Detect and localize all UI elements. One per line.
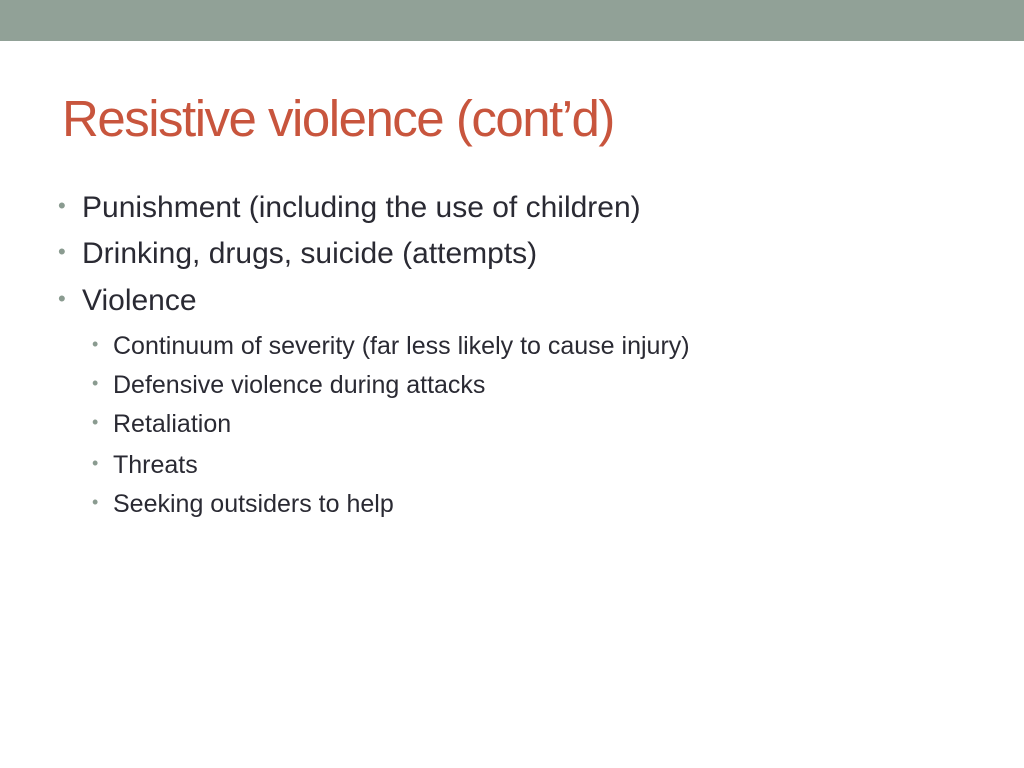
sub-bullet-item — [92, 409, 232, 439]
sub-bullet-text: Defensive violence during attacks — [113, 371, 486, 399]
bullet-dot-icon: • — [92, 334, 99, 354]
sub-bullet-text: Continuum of severity (far less likely to cause injury) — [113, 332, 690, 360]
bullet-dot-icon: • — [58, 239, 66, 264]
sub-bullet-item — [92, 370, 486, 400]
sub-bullet-text: Threats — [113, 451, 198, 479]
header-band — [0, 0, 1024, 41]
sub-bullet-text: Retaliation — [113, 410, 232, 438]
bullet-text: Violence — [82, 284, 197, 317]
bullet-dot-icon: • — [92, 492, 99, 512]
bullet-item — [58, 236, 538, 272]
bullet-dot-icon: • — [92, 453, 99, 473]
bullet-text: Drinking, drugs, suicide (attempts) — [82, 237, 538, 270]
sub-bullet-item — [92, 331, 690, 361]
bullet-item — [58, 190, 641, 226]
slide-title: Resistive violence (cont’d) — [62, 90, 614, 147]
bullet-dot-icon: • — [58, 193, 66, 218]
bullet-dot-icon: • — [92, 373, 99, 393]
sub-bullet-item — [92, 450, 198, 480]
sub-bullet-text: Seeking outsiders to help — [113, 490, 394, 518]
bullet-dot-icon: • — [92, 412, 99, 432]
bullet-text: Punishment (including the use of children) — [82, 191, 641, 224]
sub-bullet-item — [92, 489, 394, 519]
bullet-dot-icon: • — [58, 286, 66, 311]
bullet-item — [58, 283, 197, 319]
